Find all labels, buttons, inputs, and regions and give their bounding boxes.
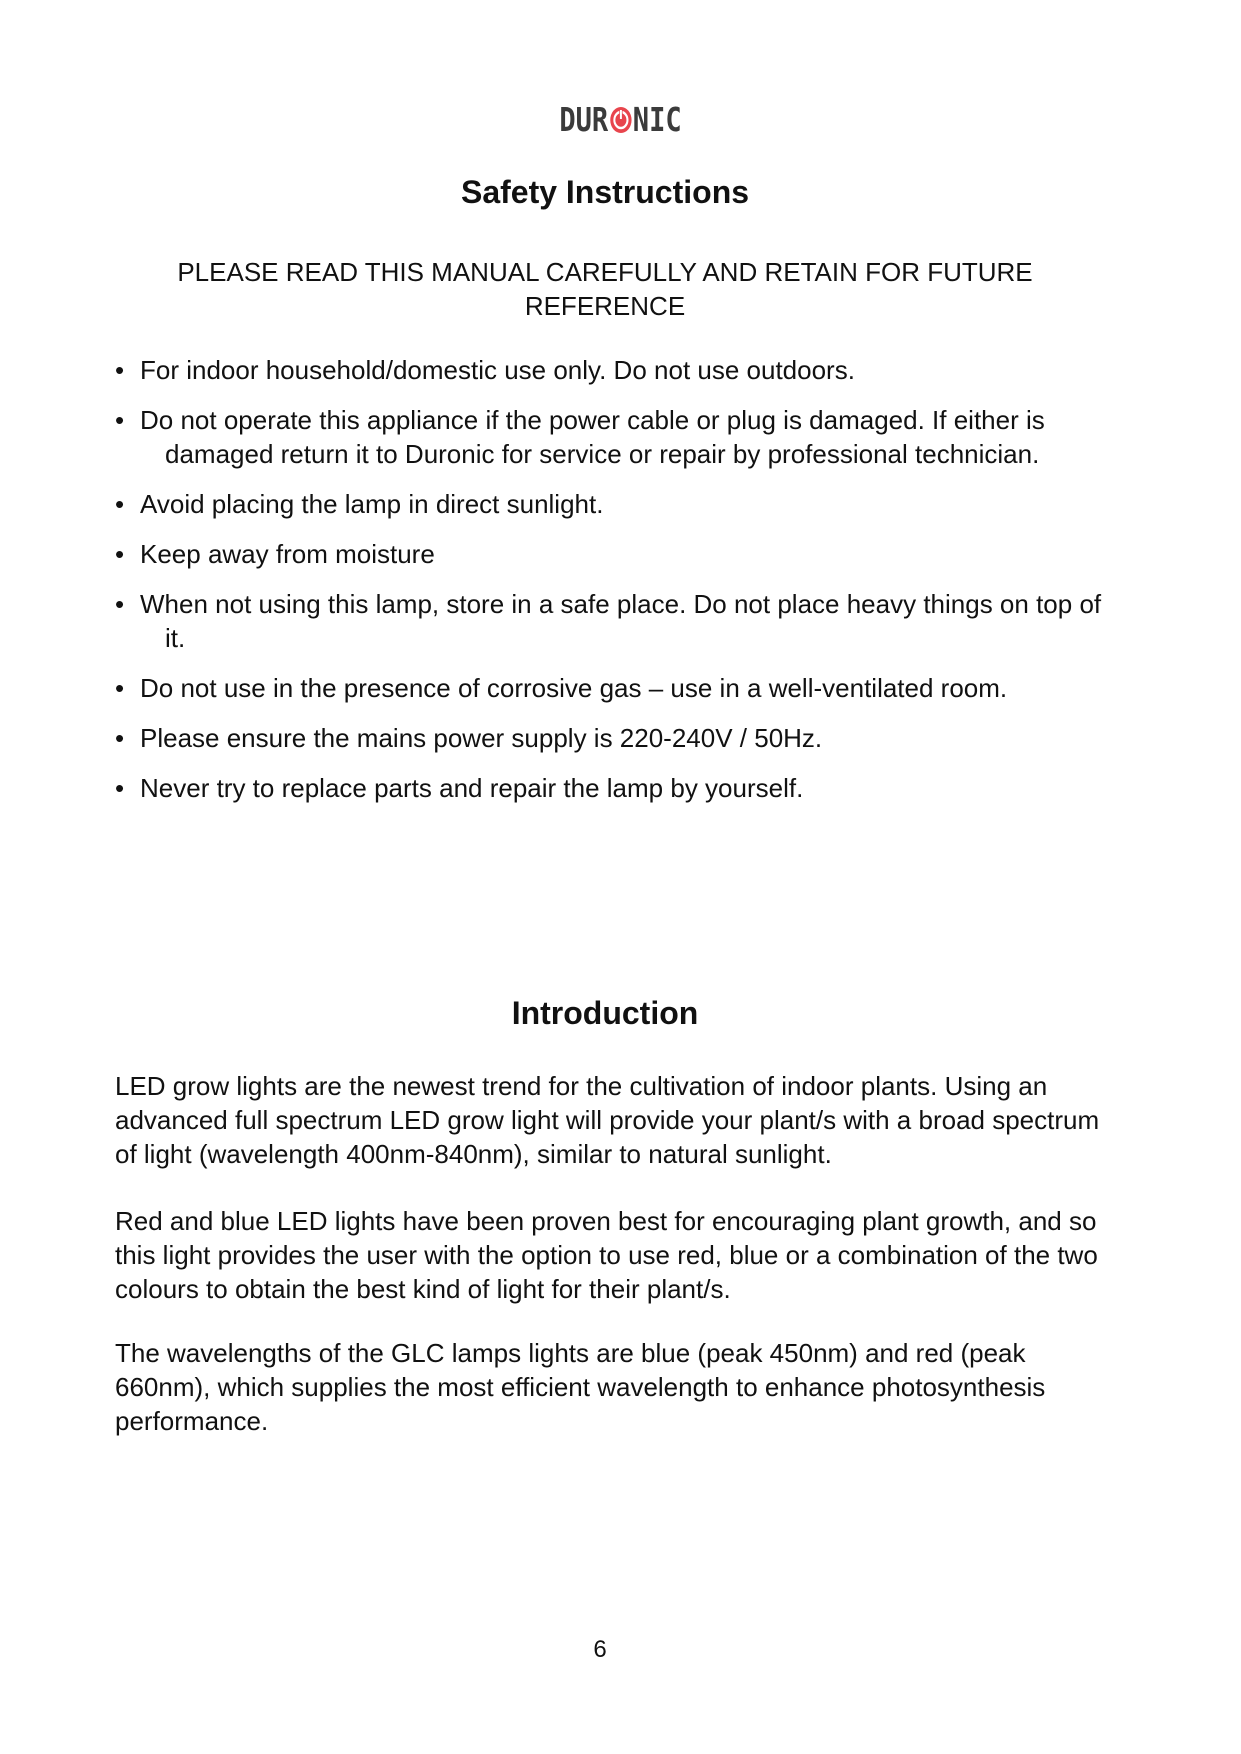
page-number: 6 xyxy=(593,1636,607,1663)
logo-text-right: NIC xyxy=(632,100,682,139)
bullet-icon: • xyxy=(115,773,125,803)
list-item: • Avoid placing the lamp in direct sunlight. xyxy=(115,489,604,519)
bullet-icon: • xyxy=(115,589,125,619)
bullet-icon: • xyxy=(115,489,125,519)
safety-list xyxy=(115,353,1105,821)
list-item: • For indoor household/domestic use only. Do not use outdoors. xyxy=(115,355,855,385)
introduction-title: Introduction xyxy=(511,995,699,1031)
list-item: • Keep away from moisture xyxy=(115,539,435,569)
duronic-logo xyxy=(112,100,1130,140)
safety-title: Safety Instructions xyxy=(460,174,750,210)
list-item: • When not using this lamp, store in a safe place. Do not place heavy things on top of it. xyxy=(115,589,1102,653)
list-item: • Never try to replace parts and repair the lamp by yourself. xyxy=(115,773,804,803)
intro-paragraph-1: LED grow lights are the newest trend for the cultivation of indoor plants. Using an advanced full spectrum LED grow light will provide your plant/s with a broad spectrum of light (wavelength 400nm-840nm), similar to natural sunlight. xyxy=(115,1071,1100,1169)
intro-paragraph-2: Red and blue LED lights have been proven best for encouraging plant growth, and so this light provides the user with the option to use red, blue or a combination of the two colours to obtain the best kind of light for their plant/s. xyxy=(115,1206,1098,1304)
bullet-icon: • xyxy=(115,539,125,569)
logo-text-left: DUR xyxy=(559,100,609,139)
bullet-icon: • xyxy=(115,405,125,435)
power-icon xyxy=(609,106,632,134)
bullet-icon: • xyxy=(115,673,125,703)
bullet-icon: • xyxy=(115,723,125,753)
list-item: • Do not use in the presence of corrosive gas – use in a well-ventilated room. xyxy=(115,673,1008,703)
bullet-icon: • xyxy=(115,355,125,385)
list-item: • Please ensure the mains power supply is 220-240V / 50Hz. xyxy=(115,723,823,753)
intro-paragraph-3: The wavelengths of the GLC lamps lights are blue (peak 450nm) and red (peak 660nm), which supplies the most efficient wavelength to enhance photosynthesis performance. xyxy=(115,1338,1046,1436)
safety-notice: PLEASE READ THIS MANUAL CAREFULLY AND RETAIN FOR FUTURE REFERENCE xyxy=(177,257,1033,321)
list-item: • Do not operate this appliance if the power cable or plug is damaged. If either is damaged return it to Duronic for service or repair by professional technician. xyxy=(115,405,1045,469)
